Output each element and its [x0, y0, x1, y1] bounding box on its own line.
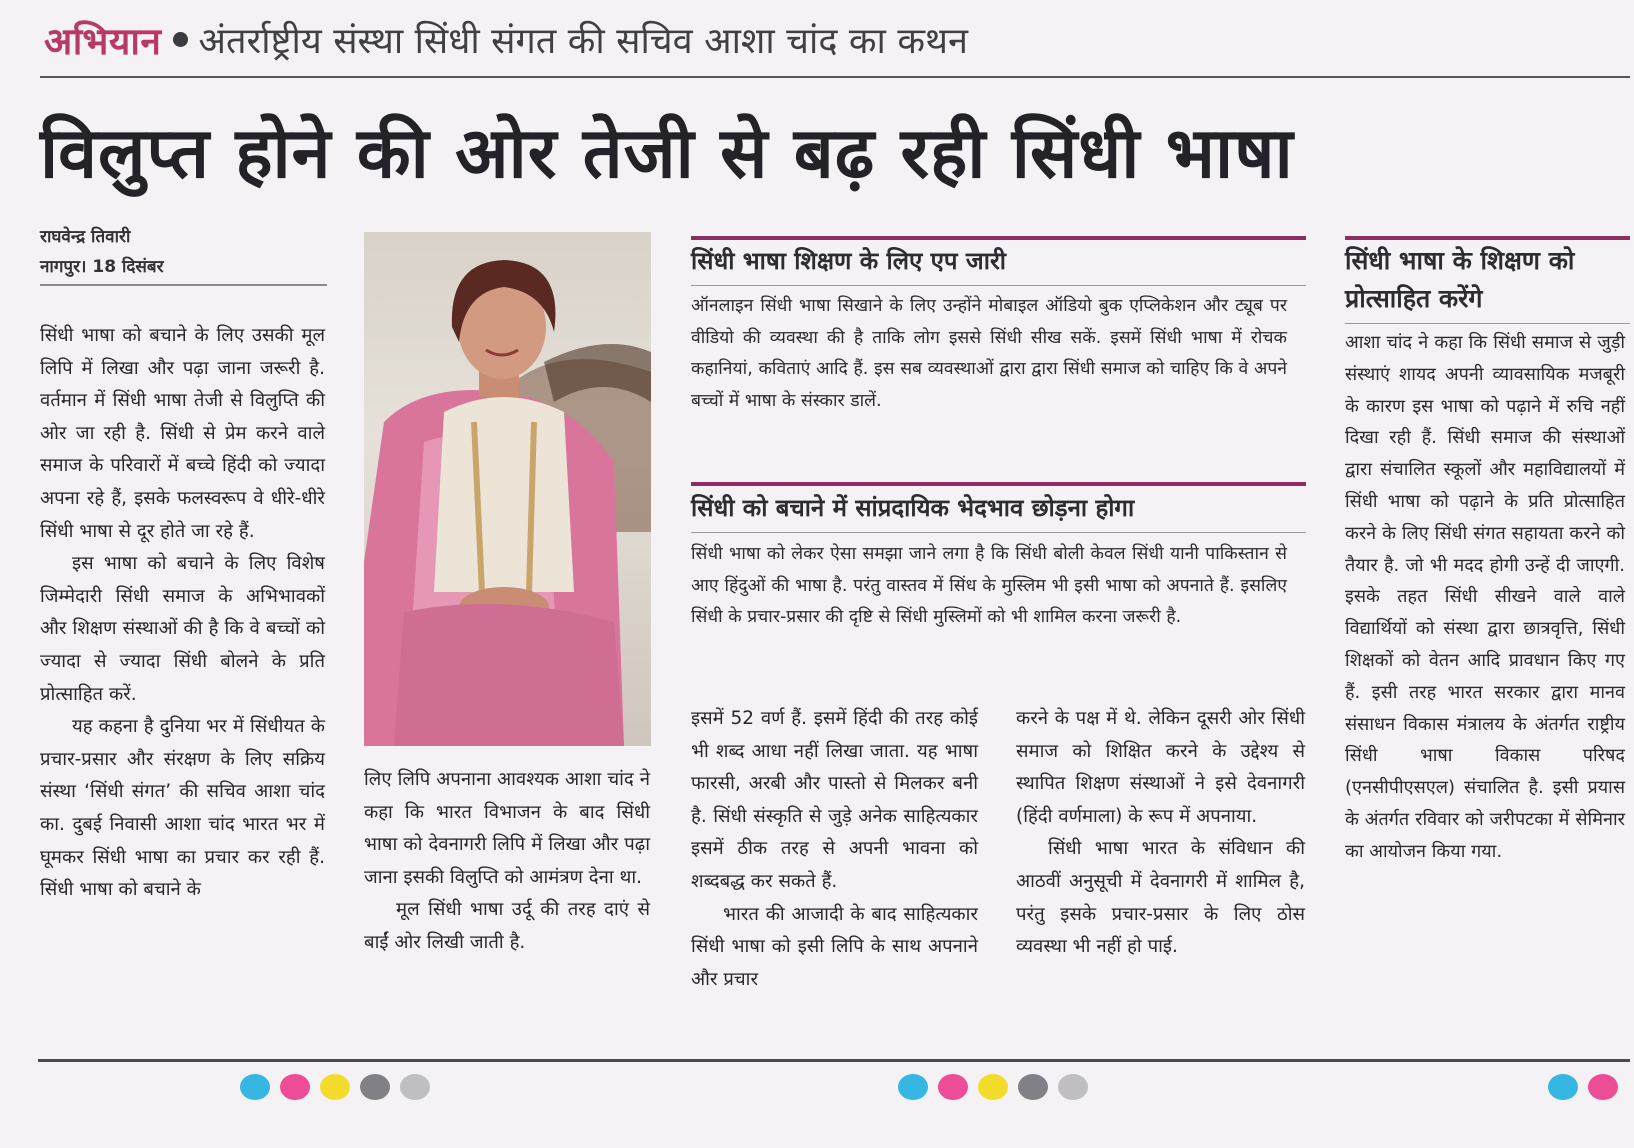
- sidebar-title: सिंधी भाषा के शिक्षण को प्रोत्साहित करेंगे: [1345, 246, 1575, 313]
- kicker-text: अंतर्राष्ट्रीय संस्था सिंधी संगत की सचिव आशा चांद का कथन: [198, 20, 968, 62]
- paragraph: भारत की आजादी के बाद साहित्यकार सिंधी भाषा को इसी लिपि के साथ अपनाने और प्रचार: [691, 903, 978, 990]
- sidebar-rule-thin: [1345, 323, 1630, 324]
- paragraph: मूल सिंधी भाषा उर्दू की तरह दाएं से बाईं ओर लिखी जाती है.: [364, 899, 650, 953]
- bullet-icon: [173, 32, 188, 47]
- byline-rule: [40, 284, 327, 286]
- color-dot: [1018, 1074, 1048, 1100]
- byline-author: राघवेन्द्र तिवारी: [40, 227, 131, 247]
- color-dot: [1548, 1074, 1578, 1100]
- color-dot: [240, 1074, 270, 1100]
- color-dot: [978, 1074, 1008, 1100]
- paragraph: सिंधी भाषा भारत के संविधान की आठवीं अनुसूची में देवनागरी में शामिल है, परंतु इसके प्रचार-प्रसार के लिए ठोस व्यवस्था भी नहीं हो पाई.: [1016, 838, 1305, 958]
- headline: विलुप्त होने की ओर तेजी से बढ़ रही सिंधी भाषा: [40, 112, 1294, 194]
- kicker: [44, 14, 968, 64]
- color-dot: [938, 1074, 968, 1100]
- color-dot: [1058, 1074, 1088, 1100]
- color-dot: [898, 1074, 928, 1100]
- article-column-1: [40, 320, 325, 907]
- paragraph: लिए लिपि अपनाना आवश्यक आशा चांद ने कहा कि भारत विभाजन के बाद सिंधी भाषा को देवनागरी लिपि में लिखा और पढ़ा जाना इसकी विलुप्ति को आमंत्रण देना था.: [364, 769, 650, 888]
- color-dot: [1588, 1074, 1618, 1100]
- article-column-3: [691, 703, 978, 996]
- paragraph: यह कहना है दुनिया भर में सिंधीयत के प्रचार-प्रसार और संरक्षण के लिए सक्रिय संस्था ‘सिंधी संगत’ की सचिव आशा चांद का. दुबई निवासी आशा चांद भारत भर में घूमकर सिंधी भाषा का प्रचार कर रही हैं. सिंधी भाषा को बचाने के: [40, 716, 325, 901]
- section-rule: [691, 236, 1306, 240]
- portrait-photo: [364, 232, 651, 746]
- paragraph: इस भाषा को बचाने के लिए विशेष जिम्मेदारी सिंधी समाज के अभिभावकों और शिक्षण संस्थाओं की है कि वे बच्चों को ज्यादा से ज्यादा सिंधी बोलने के प्रति प्रोत्साहित करें.: [40, 553, 325, 705]
- paragraph: इसमें 52 वर्ण हैं. इसमें हिंदी की तरह कोई भी शब्द आधा नहीं लिखा जाता. यह भाषा फारसी, अरबी और पास्तो से मिलकर बनी है. सिंधी संस्कृति से जुड़े अनेक साहित्यकार इसमें ठीक तरह से अपनी भावना को शब्दबद्ध कर सकते हैं.: [691, 708, 978, 892]
- footer-rule: [38, 1059, 1630, 1062]
- color-dot: [400, 1074, 430, 1100]
- section-rule-thin: [691, 285, 1306, 286]
- kicker-tag: अभियान: [44, 19, 162, 63]
- section-app-body: ऑनलाइन सिंधी भाषा सिखाने के लिए उन्होंने मोबाइल ऑडियो बुक एप्लिकेशन और ट्यूब पर वीडियो की व्यवस्था की है ताकि लोग इससे सिंधी सीख सकें. इसमें सिंधी भाषा में रोचक कहानियां, कविताएं आदि हैं. इस सब व्यवस्थाओं द्वारा द्वारा सिंधी समाज को चाहिए कि वे अपने बच्चों में भाषा के संस्कार डालें.: [691, 296, 1287, 411]
- sidebar-rule: [1345, 236, 1630, 240]
- paragraph: करने के पक्ष में थे. लेकिन दूसरी ओर सिंधी समाज को शिक्षित करने के उद्देश्य से स्थापित शिक्षण संस्थाओं ने इसे देवनागरी (हिंदी वर्णमाला) के रूप में अपनाया.: [1016, 708, 1305, 827]
- top-rule: [40, 76, 1630, 78]
- section-bias-body: सिंधी भाषा को लेकर ऐसा समझा जाने लगा है कि सिंधी बोली केवल सिंधी यानी पाकिस्तान से आए हिंदुओं की भाषा है. परंतु वास्तव में सिंध के मुस्लिम भी इसी भाषा को अपनाते हैं. इसलिए सिंधी के प्रचार-प्रसार की दृष्टि से सिंधी मुस्लिमों को भी शामिल करना जरूरी है.: [691, 544, 1287, 627]
- portrait-illustration: [364, 232, 651, 746]
- article-column-2: [364, 764, 650, 960]
- paragraph: सिंधी भाषा को बचाने के लिए उसकी मूल लिपि में लिखा और पढ़ा जाना जरूरी है. वर्तमान में सिंधी भाषा तेजी से विलुप्ति की ओर जा रही है. सिंधी से प्रेम करने वाले समाज के परिवारों में बच्चे हिंदी को ज्यादा अपना रहे हैं, इसके फलस्वरूप वे धीरे-धीरे सिंधी भाषा से दूर होते जा रहे हैं.: [40, 325, 325, 542]
- section-rule: [691, 482, 1306, 486]
- color-dot: [280, 1074, 310, 1100]
- color-dot: [320, 1074, 350, 1100]
- byline-dateline: नागपुर। 18 दिसंबर: [40, 257, 164, 277]
- section-bias-title: सिंधी को बचाने में सांप्रदायिक भेदभाव छोड़ना होगा: [691, 494, 1135, 522]
- byline: [40, 222, 164, 282]
- color-dot: [360, 1074, 390, 1100]
- article-column-4: [1016, 703, 1305, 964]
- section-rule-thin: [691, 532, 1306, 533]
- section-app-title: सिंधी भाषा शिक्षण के लिए एप जारी: [691, 247, 1006, 275]
- sidebar-body: आशा चांद ने कहा कि सिंधी समाज से जुड़ी संस्थाएं शायद अपनी व्यावसायिक मजबूरी के कारण इस भाषा को पढ़ाने में रुचि नहीं दिखा रही हैं. सिंधी समाज की संस्थाओं द्वारा संचालित स्कूलों और महाविद्यालयों में सिंधी भाषा को पढ़ाने के प्रति प्रोत्साहित करने के लिए सिंधी संगत सहायता करने को तैयार है. जो भी मदद होगी उन्हें दी जाएगी. इसके तहत सिंधी सीखने वाले वाले विद्यार्थियों को संस्था द्वारा छात्रवृत्ति, सिंधी शिक्षकों को वेतन आदि प्रावधान किए गए हैं. इसी तरह भारत सरकार द्वारा मानव संसाधन विकास मंत्रालय के अंतर्गत राष्ट्रीय सिंधी भाषा विकास परिषद (एनसीपीएसएल) संचालित है. इसी प्रयास के अंतर्गत रविवार को जरीपटका में सेमिनार का आयोजन किया गया.: [1345, 332, 1625, 862]
